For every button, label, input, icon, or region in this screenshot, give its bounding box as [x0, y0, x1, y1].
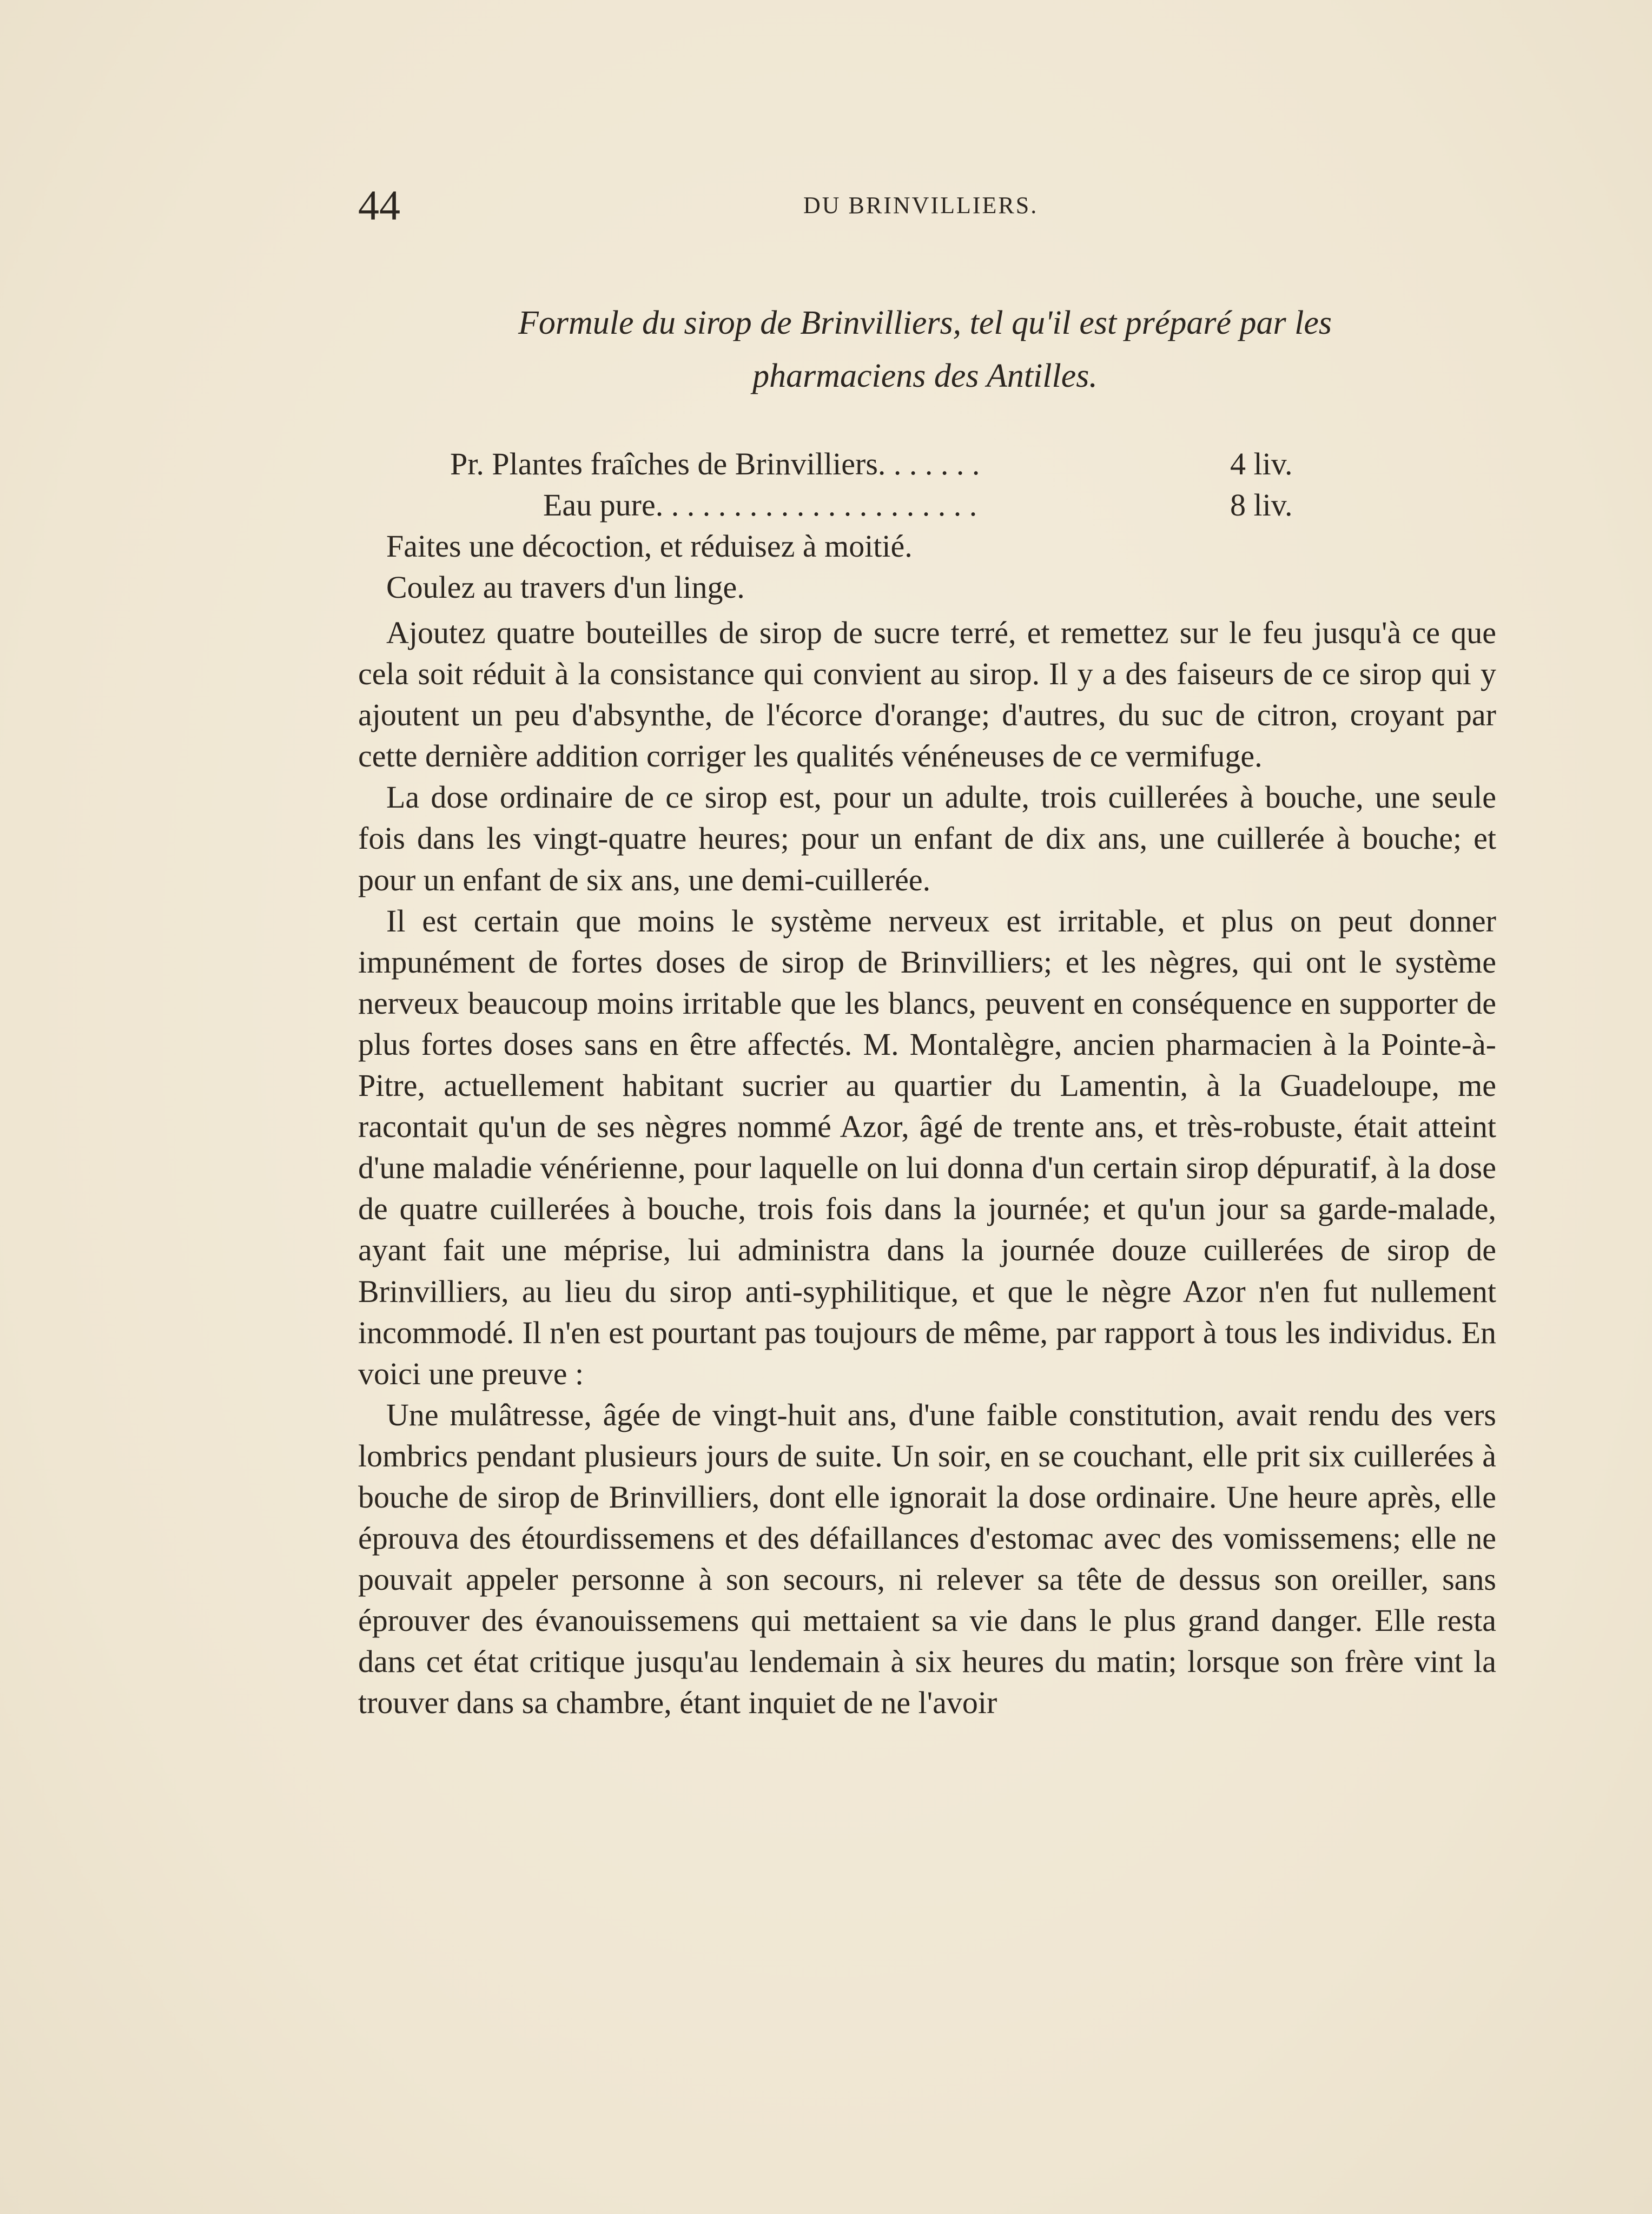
formula-title-line-2: pharmaciens des Antilles. [752, 358, 1098, 394]
ingredient-quantity: 8 liv. [1230, 487, 1293, 523]
page-header [358, 179, 1496, 243]
body-text [358, 612, 1496, 1724]
ingredient-row [358, 485, 1496, 526]
paragraph: Ajoutez quatre bouteilles de sirop de sucre terré, et remettez sur le feu jusqu'à ce que cela soit réduit à la consistance qui convient au sirop. Il y a des faiseurs de ce sirop qui y ajoutent un peu d'absynthe, de l'écorce d'orange; d'autres, du suc de citron, croyant par cette dernière addition corriger les qualités vénéneuses de ce vermifuge. [358, 615, 1496, 774]
instruction-text: Faites une décoction, et réduisez à moitié. [386, 528, 913, 564]
page-number: 44 [358, 182, 400, 229]
ingredient-name: Pr. Plantes fraîches de Brinvilliers. . . . . . . [450, 446, 980, 481]
instruction-line [358, 567, 1496, 608]
recipe-block [358, 444, 1496, 608]
instruction-text: Coulez au travers d'un linge. [386, 570, 745, 605]
instruction-line [358, 526, 1496, 567]
formula-title-line-1: Formule du sirop de Brinvilliers, tel qu'il est préparé par les [518, 305, 1332, 341]
running-title: DU BRINVILLIERS. [803, 192, 1039, 219]
paragraph: La dose ordinaire de ce sirop est, pour un adulte, trois cuillerées à bouche, une seule fois dans les vingt-quatre heures; pour un enfant de dix ans, une cuillerée à bouche; et pour un enfant de six ans, une demi-cuillerée. [358, 779, 1496, 897]
ingredient-quantity: 4 liv. [1230, 446, 1293, 481]
ingredient-name: Eau pure. . . . . . . . . . . . . . . . . . . . . [543, 487, 977, 523]
paragraph: Il est certain que moins le système nerveux est irritable, et plus on peut donner impunément de fortes doses de sirop de Brinvilliers; et les nègres, qui ont le système nerveux beaucoup moins irritable que les blancs, peuvent en conséquence en supporter de plus fortes doses sans en être affectés. M. Montalègre, ancien pharmacien à la Pointe-à-Pitre, actuellement habitant sucrier au quartier du Lamentin, à la Guadeloupe, me racontait qu'un de ses nègres nommé Azor, âgé de trente ans, et très-robuste, était atteint d'une maladie vénérienne, pour laquelle on lui donna d'un certain sirop dépuratif, à la dose de quatre cuillerées à bouche, trois fois dans la journée; et qu'un jour sa garde-malade, ayant fait une méprise, lui administra dans la journée douze cuillerées de sirop de Brinvilliers, au lieu du sirop anti-syphilitique, et que le nègre Azor n'en fut nullement incommodé. Il n'en est pourtant pas toujours de même, par rapport à tous les individus. En voici une preuve : [358, 903, 1496, 1391]
paragraph: Une mulâtresse, âgée de vingt-huit ans, d'une faible constitution, avait rendu des vers lombrics pendant plusieurs jours de suite. Un soir, en se couchant, elle prit six cuillerées à bouche de sirop de Brinvilliers, dont elle ignorait la dose ordinaire. Une heure après, elle éprouva des étourdissemens et des défaillances d'estomac avec des vomissemens; elle ne pouvait appeler personne à son secours, ni relever sa tête de dessus son oreiller, sans éprouver des évanouissemens qui mettaient sa vie dans le plus grand danger. Elle resta dans cet état critique jusqu'au lendemain à six heures du matin; lorsque son frère vint la trouver dans sa chambre, étant inquiet de ne l'avoir [358, 1397, 1496, 1721]
formula-title [346, 296, 1504, 402]
ingredient-row [358, 444, 1496, 485]
